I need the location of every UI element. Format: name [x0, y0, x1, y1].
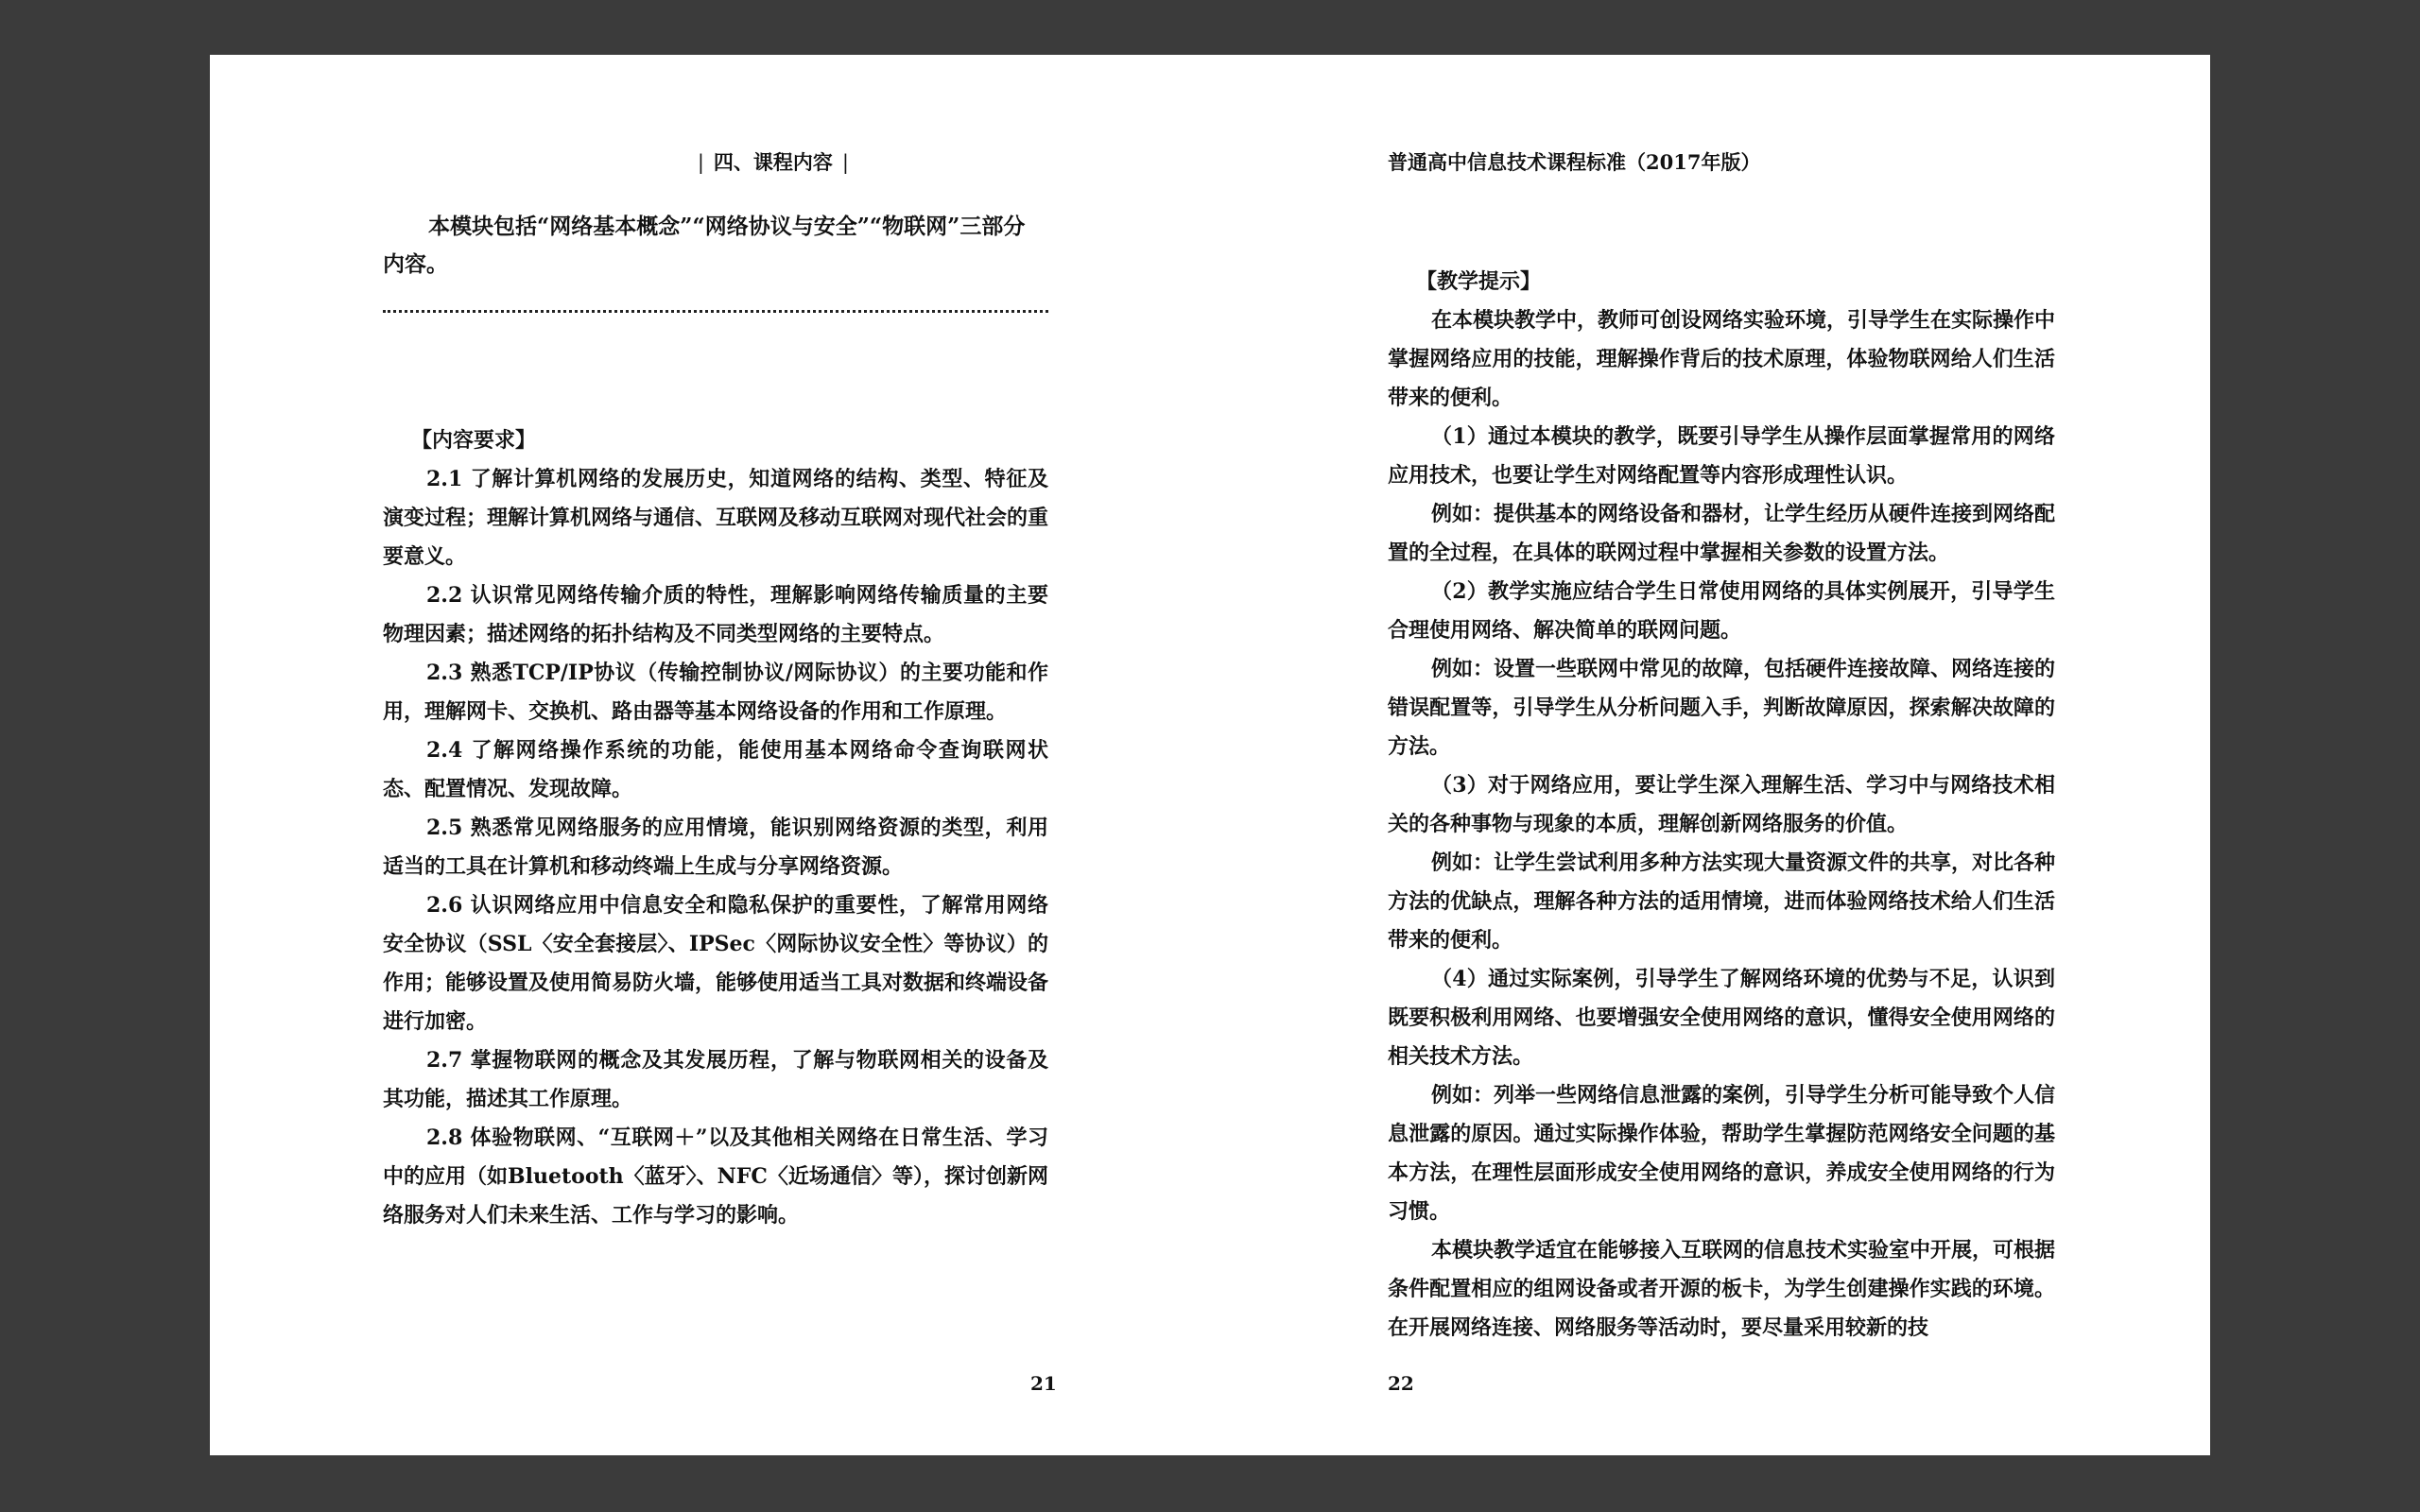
dotted-divider [383, 310, 1048, 313]
paragraph: 例如：设置一些联网中常见的故障，包括硬件连接故障、网络连接的错误配置等，引导学生从分析问题入手，判断故障原因，探索解决故障的方法。 [1388, 657, 2056, 759]
left-page [210, 55, 1210, 1455]
paragraph: 2.2 认识常见网络传输介质的特性，理解影响网络传输质量的主要物理因素；描述网络的拓扑结构及不同类型网络的主要特点。 [383, 583, 1048, 646]
paragraph: （3）对于网络应用，要让学生深入理解生活、学习中与网络技术相关的各种事物与现象的本质，理解创新网络服务的价值。 [1388, 773, 2055, 836]
section-heading: 【教学提示】 [1416, 269, 1542, 294]
running-head-right: 普通高中信息技术课程标准（2017年版） [1388, 150, 1761, 174]
paragraph: （4）通过实际案例，引导学生了解网络环境的优势与不足，认识到既要积极利用网络、也要增强安全使用网络的意识，懂得安全使用网络的相关技术方法。 [1388, 967, 2055, 1069]
teaching-tips [1388, 263, 2055, 1348]
paragraph: 本模块教学适宜在能够接入互联网的信息技术实验室中开展，可根据条件配置相应的组网设备或者开源的板卡，为学生创建操作实践的环境。在开展网络连接、网络服务等活动时，要尽量采用较新的技 [1388, 1238, 2056, 1340]
content-requirements [383, 421, 1048, 1235]
paragraph: （1）通过本模块的教学，既要引导学生从操作层面掌握常用的网络应用技术，也要让学生对网络配置等内容形成理性认识。 [1388, 424, 2055, 488]
paragraph: 2.5 熟悉常见网络服务的应用情境，能识别网络资源的类型，利用适当的工具在计算机和移动终端上生成与分享网络资源。 [383, 816, 1048, 879]
running-head-bar: | [841, 151, 849, 174]
book-spread [210, 55, 2210, 1455]
page-number: 21 [1030, 1372, 1057, 1395]
paragraph: 2.7 掌握物联网的概念及其发展历程，了解与物联网相关的设备及其功能，描述其工作原理。 [383, 1048, 1048, 1111]
paragraph: 在本模块教学中，教师可创设网络实验环境，引导学生在实际操作中掌握网络应用的技能，理解操作背后的技术原理，体验物联网给人们生活带来的便利。 [1388, 308, 2056, 410]
paragraph: 2.6 认识网络应用中信息安全和隐私保护的重要性，了解常用网络安全协议（SSL〈安全套接层〉、IPSec〈网际协议安全性〉等协议）的作用；能够设置及使用简易防火墙，能够使用适当工具对数据和终端设备进行加密。 [383, 893, 1049, 1034]
paragraph: 2.4 了解网络操作系统的功能，能使用基本网络命令查询联网状态、配置情况、发现故障。 [383, 738, 1048, 801]
module-intro [383, 208, 1224, 284]
paragraph: 例如：列举一些网络信息泄露的案例，引导学生分析可能导致个人信息泄露的原因。通过实际操作体验，帮助学生掌握防范网络安全问题的基本方法，在理性层面形成安全使用网络的意识，养成安全使用网络的行为习惯。 [1388, 1083, 2056, 1224]
page-number: 22 [1388, 1372, 1414, 1395]
paragraph: （2）教学实施应结合学生日常使用网络的具体实例展开，引导学生合理使用网络、解决简单的联网问题。 [1388, 579, 2055, 643]
paragraph: 2.3 熟悉TCP/IP协议（传输控制协议/网际协议）的主要功能和作用，理解网卡、交换机、路由器等基本网络设备的作用和工作原理。 [383, 661, 1048, 724]
intro-text: 本模块包括“网络基本概念”“网络协议与安全”“物联网”三部分内容。 [383, 214, 1026, 277]
running-head-bar: | [697, 151, 704, 174]
paragraph: 2.1 了解计算机网络的发展历史，知道网络的结构、类型、特征及演变过程；理解计算机网络与通信、互联网及移动互联网对现代社会的重要意义。 [383, 467, 1049, 569]
running-head-left [688, 147, 858, 176]
paragraph: 例如：提供基本的网络设备和器材，让学生经历从硬件连接到网络配置的全过程，在具体的联网过程中掌握相关参数的设置方法。 [1388, 502, 2056, 565]
section-heading: 【内容要求】 [411, 428, 537, 453]
paragraph: 2.8 体验物联网、“互联网＋”以及其他相关网络在日常生活、学习中的应用（如Bluetooth〈蓝牙〉、NFC〈近场通信〉等），探讨创新网络服务对人们未来生活、工作与学习的影响。 [383, 1125, 1048, 1228]
running-head-text: 四、课程内容 [713, 150, 833, 174]
paragraph: 例如：让学生尝试利用多种方法实现大量资源文件的共享，对比各种方法的优缺点，理解各种方法的适用情境，进而体验网络技术给人们生活带来的便利。 [1388, 850, 2056, 953]
right-page [1210, 55, 2210, 1455]
